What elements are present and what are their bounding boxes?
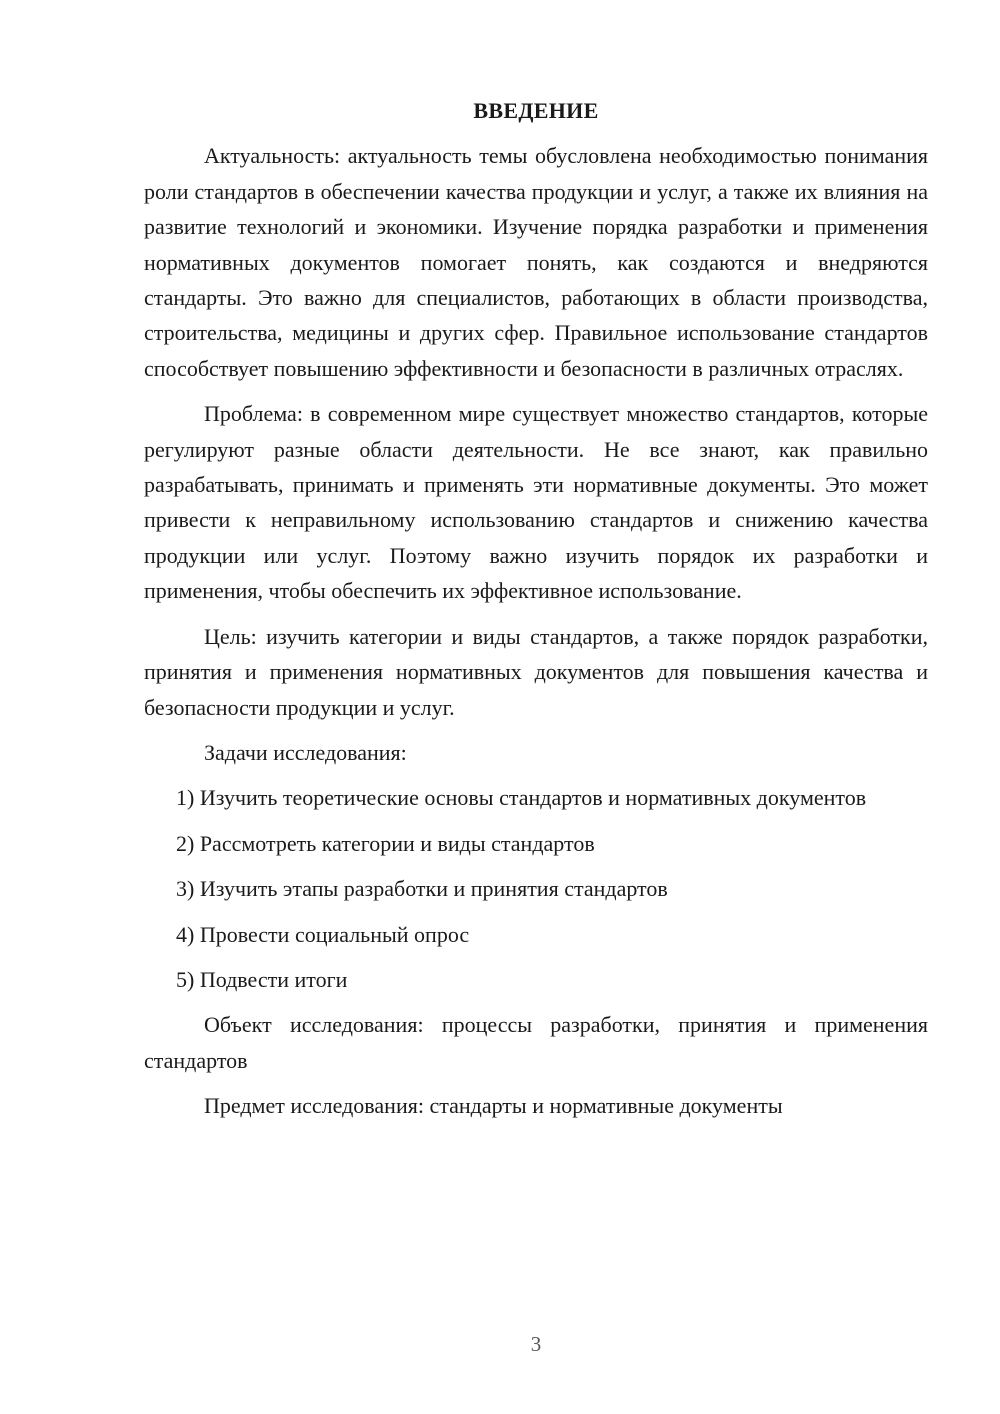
- tasks-heading: Задачи исследования:: [204, 739, 407, 765]
- page-content: [144, 93, 928, 1134]
- task-item: 1) Изучить теоретические основы стандартов и нормативных документов: [176, 785, 867, 811]
- page-number: 3: [530, 1332, 542, 1356]
- relevance-paragraph: Актуальность: актуальность темы обусловлена необходимостью понимания роли стандартов в обеспечении качества продукции и услуг, а также их влияния на развитие технологий и экономики. Изучение порядка разработки и применения нормативных документов помогает понять, как создаются и внедряются стандарты. Это важно для специалистов, работающих в области производства, строительства, медицины и других сфер. Правильное использование стандартов способствует повышению эффективности и безопасности в различных отраслях.: [144, 143, 928, 381]
- tasks-list: [144, 780, 928, 997]
- task-item: 3) Изучить этапы разработки и принятия стандартов: [176, 876, 668, 902]
- task-item: 4) Провести социальный опрос: [176, 921, 470, 947]
- section-title: ВВЕДЕНИЕ: [473, 98, 599, 123]
- object-paragraph: Объект исследования: процессы разработки, принятия и применения стандартов: [144, 1012, 928, 1073]
- task-item: 5) Подвести итоги: [176, 966, 348, 992]
- subject-paragraph: Предмет исследования: стандарты и нормативные документы: [204, 1093, 783, 1119]
- problem-paragraph: Проблема: в современном мире существует множество стандартов, которые регулируют разные области деятельности. Не все знают, как правильно разрабатывать, принимать и применять эти нормативные документы. Это может привести к неправильному использованию стандартов и снижению качества продукции или услуг. Поэтому важно изучить порядок их разработки и применения, чтобы обеспечить их эффективное использование.: [144, 401, 928, 604]
- task-item: 2) Рассмотреть категории и виды стандартов: [176, 830, 595, 856]
- goal-paragraph: Цель: изучить категории и виды стандартов, а также порядок разработки, принятия и применения нормативных документов для повышения качества и безопасности продукции и услуг.: [144, 623, 928, 720]
